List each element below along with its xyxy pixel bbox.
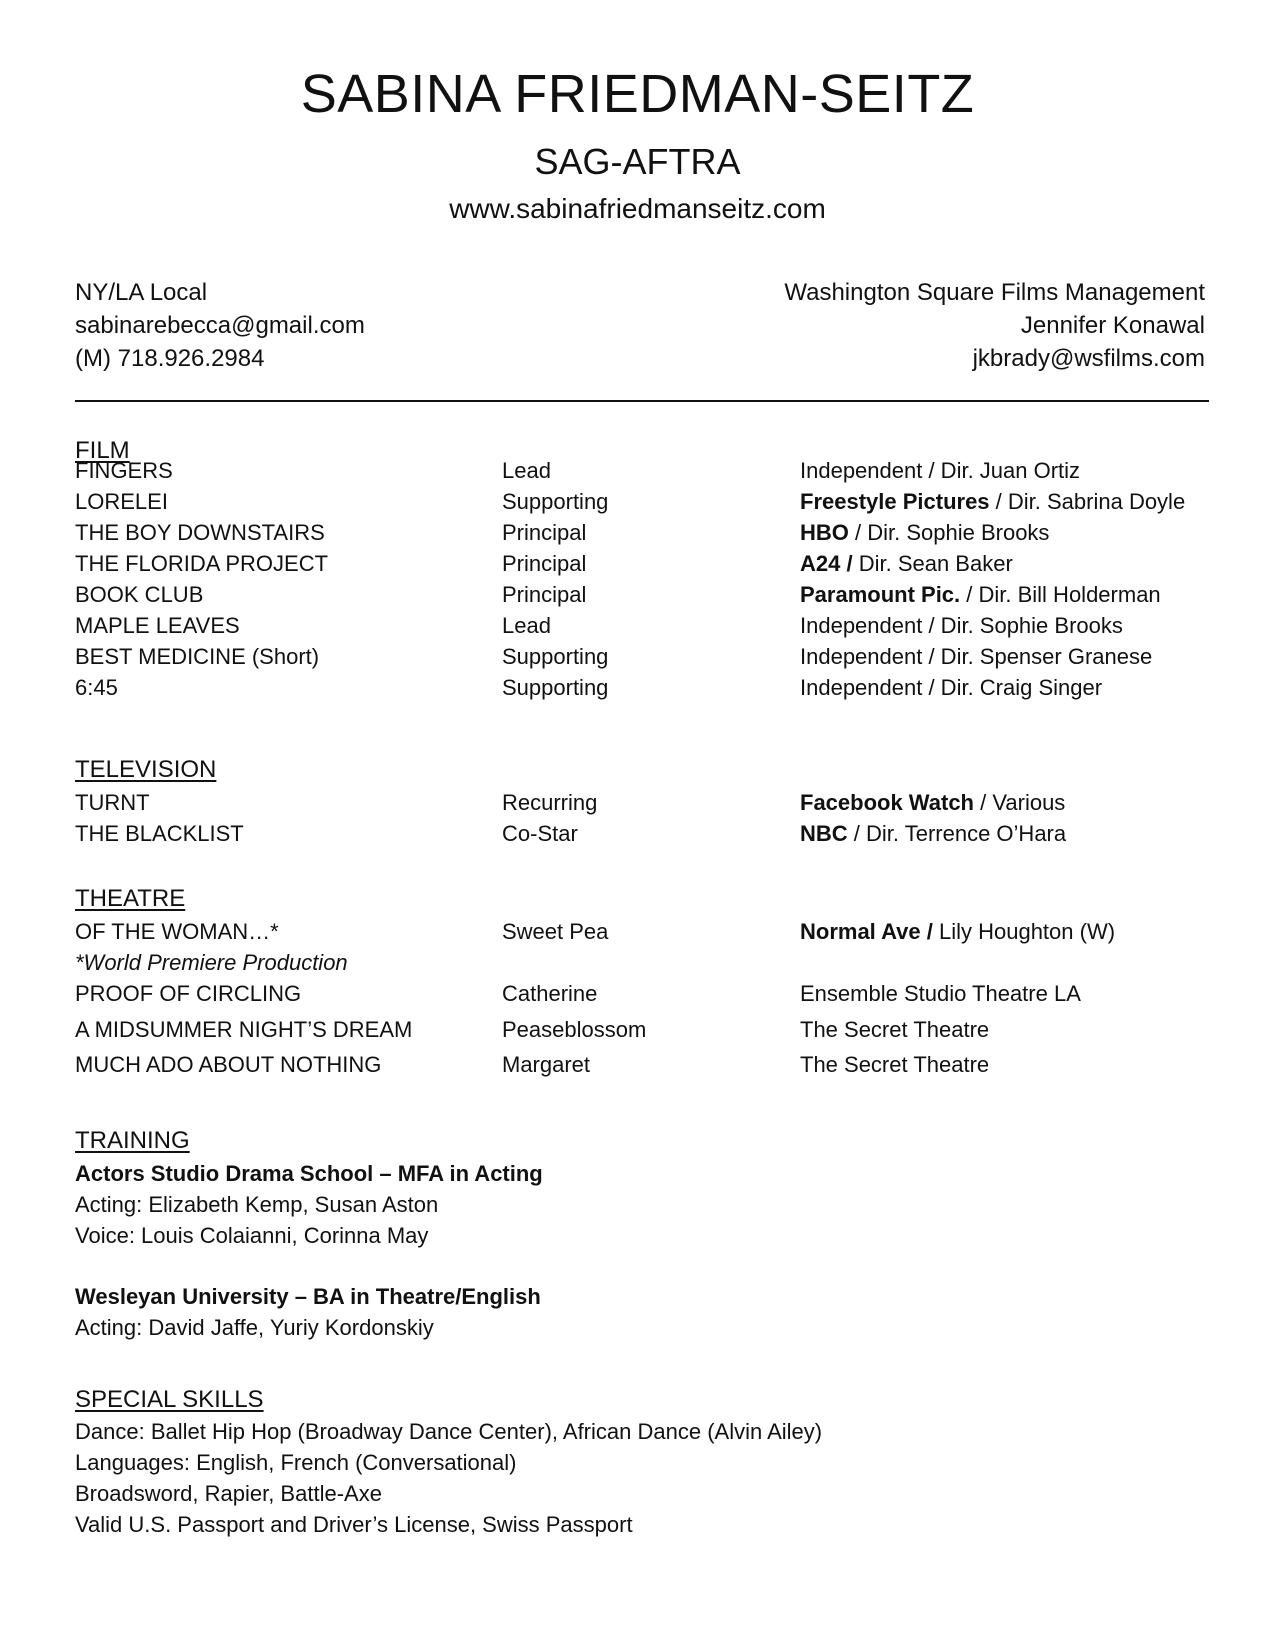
header-divider	[75, 400, 1209, 402]
section-title-television: TELEVISION	[75, 756, 217, 783]
skill-line: Broadsword, Rapier, Battle-Axe	[75, 1481, 382, 1506]
company-detail: Independent / Dir. Spenser Granese	[800, 644, 1153, 669]
credit-title: 6:45	[75, 675, 118, 700]
agent-email-link[interactable]: jkbrady@wsfilms.com	[972, 345, 1205, 372]
union-affiliation: SAG-AFTRA	[534, 141, 741, 182]
company-name: A24 /	[800, 551, 853, 576]
film-row	[0, 579, 1275, 610]
section-title-training: TRAINING	[75, 1127, 190, 1154]
credit-company	[800, 978, 1081, 1009]
management-block	[784, 276, 1205, 375]
company-detail: / Dir. Bill Holderman	[960, 582, 1161, 607]
school-heading: Actors Studio Drama School – MFA in Acting	[75, 1161, 543, 1186]
company-detail: Independent / Dir. Juan Ortiz	[800, 458, 1081, 483]
credit-title: MUCH ADO ABOUT NOTHING	[75, 1052, 382, 1077]
agent-name: Jennifer Konawal	[1020, 312, 1205, 339]
credit-role: Lead	[502, 458, 551, 483]
film-row	[0, 641, 1275, 672]
theatre-row	[0, 1049, 1275, 1080]
training-detail: Acting: Elizabeth Kemp, Susan Aston	[75, 1192, 439, 1217]
credit-role: Supporting	[502, 644, 609, 669]
film-row	[0, 610, 1275, 641]
credit-title: OF THE WOMAN…*	[75, 919, 279, 944]
company-detail: / Various	[974, 790, 1066, 815]
actor-name: SABINA FRIEDMAN-SEITZ	[300, 64, 975, 124]
skill-line: Dance: Ballet Hip Hop (Broadway Dance Center), African Dance (Alvin Ailey)	[75, 1419, 823, 1444]
phone-number: (M) 718.926.2984	[75, 345, 265, 372]
television-row	[0, 818, 1275, 849]
credit-role: Principal	[502, 551, 587, 576]
contact-block	[75, 276, 365, 375]
film-row	[0, 548, 1275, 579]
website-link[interactable]: www.sabinafriedmanseitz.com	[449, 193, 826, 224]
section-title-film: FILM	[75, 437, 130, 464]
company-detail: / Dir. Sabrina Doyle	[989, 489, 1186, 514]
company-detail: / Dir. Sophie Brooks	[848, 520, 1050, 545]
company-name: Normal Ave /	[800, 919, 933, 944]
credit-company	[800, 548, 1013, 579]
company-name: NBC	[800, 821, 848, 846]
credit-role: Sweet Pea	[502, 919, 609, 944]
credit-role: Catherine	[502, 981, 598, 1006]
credit-company	[800, 916, 1115, 947]
company-detail: Ensemble Studio Theatre LA	[800, 981, 1081, 1006]
credit-role: Peaseblossom	[502, 1017, 647, 1042]
credit-company	[800, 455, 1080, 486]
credit-role: Margaret	[502, 1052, 591, 1077]
credit-company	[800, 517, 1049, 548]
company-name: Facebook Watch	[800, 790, 974, 815]
theatre-row	[0, 1014, 1275, 1045]
credit-company	[800, 610, 1123, 641]
credit-title: THE BOY DOWNSTAIRS	[75, 520, 325, 545]
company-detail: / Dir. Terrence O’Hara	[847, 821, 1067, 846]
credit-role: Supporting	[502, 489, 609, 514]
credit-company	[800, 486, 1185, 517]
premiere-note: *World Premiere Production	[75, 950, 348, 975]
company-detail: The Secret Theatre	[800, 1052, 990, 1077]
television-row	[0, 787, 1275, 818]
training-detail: Voice: Louis Colaianni, Corinna May	[75, 1223, 429, 1248]
company-name: Freestyle Pictures	[800, 489, 990, 514]
credit-role: Supporting	[502, 675, 609, 700]
skill-line: Valid U.S. Passport and Driver’s License, Swiss Passport	[75, 1512, 633, 1537]
school-heading: Wesleyan University – BA in Theatre/English	[75, 1284, 541, 1309]
credit-title: MAPLE LEAVES	[75, 613, 240, 638]
credit-company	[800, 818, 1066, 849]
credit-title: BEST MEDICINE (Short)	[75, 644, 320, 669]
credit-title: THE BLACKLIST	[75, 821, 244, 846]
credit-title: LORELEI	[75, 489, 168, 514]
skill-line: Languages: English, French (Conversational)	[75, 1450, 517, 1475]
credit-company	[800, 1049, 989, 1080]
section-title-theatre: THEATRE	[75, 885, 186, 912]
theatre-row	[0, 978, 1275, 1009]
credit-title: THE FLORIDA PROJECT	[75, 551, 329, 576]
company-detail: Dir. Sean Baker	[852, 551, 1013, 576]
email-link[interactable]: sabinarebecca@gmail.com	[75, 312, 365, 339]
company-name: Paramount Pic.	[800, 582, 961, 607]
film-row	[0, 455, 1275, 486]
credit-company	[800, 579, 1161, 610]
credit-title: FINGERS	[75, 458, 173, 483]
credit-company	[800, 1014, 989, 1045]
company-detail: Independent / Dir. Craig Singer	[800, 675, 1103, 700]
company-detail: The Secret Theatre	[800, 1017, 990, 1042]
credit-company	[800, 672, 1102, 703]
credit-role: Lead	[502, 613, 551, 638]
management-company: Washington Square Films Management	[784, 279, 1205, 306]
credit-role: Principal	[502, 582, 587, 607]
company-detail: Independent / Dir. Sophie Brooks	[800, 613, 1123, 638]
film-row	[0, 486, 1275, 517]
film-row	[0, 672, 1275, 703]
film-row	[0, 517, 1275, 548]
credit-role: Recurring	[502, 790, 598, 815]
section-title-special-skills: SPECIAL SKILLS	[75, 1386, 264, 1413]
credit-title: BOOK CLUB	[75, 582, 204, 607]
credit-role: Principal	[502, 520, 587, 545]
credit-title: TURNT	[75, 790, 150, 815]
training-detail: Acting: David Jaffe, Yuriy Kordonskiy	[75, 1315, 434, 1340]
credit-title: PROOF OF CIRCLING	[75, 981, 302, 1006]
credit-company	[800, 641, 1152, 672]
credit-title: A MIDSUMMER NIGHT’S DREAM	[75, 1017, 413, 1042]
location: NY/LA Local	[75, 279, 208, 306]
company-detail: Lily Houghton (W)	[932, 919, 1116, 944]
credit-company	[800, 787, 1065, 818]
theatre-row	[0, 916, 1275, 947]
credit-role: Co-Star	[502, 821, 578, 846]
company-name: HBO	[800, 520, 849, 545]
